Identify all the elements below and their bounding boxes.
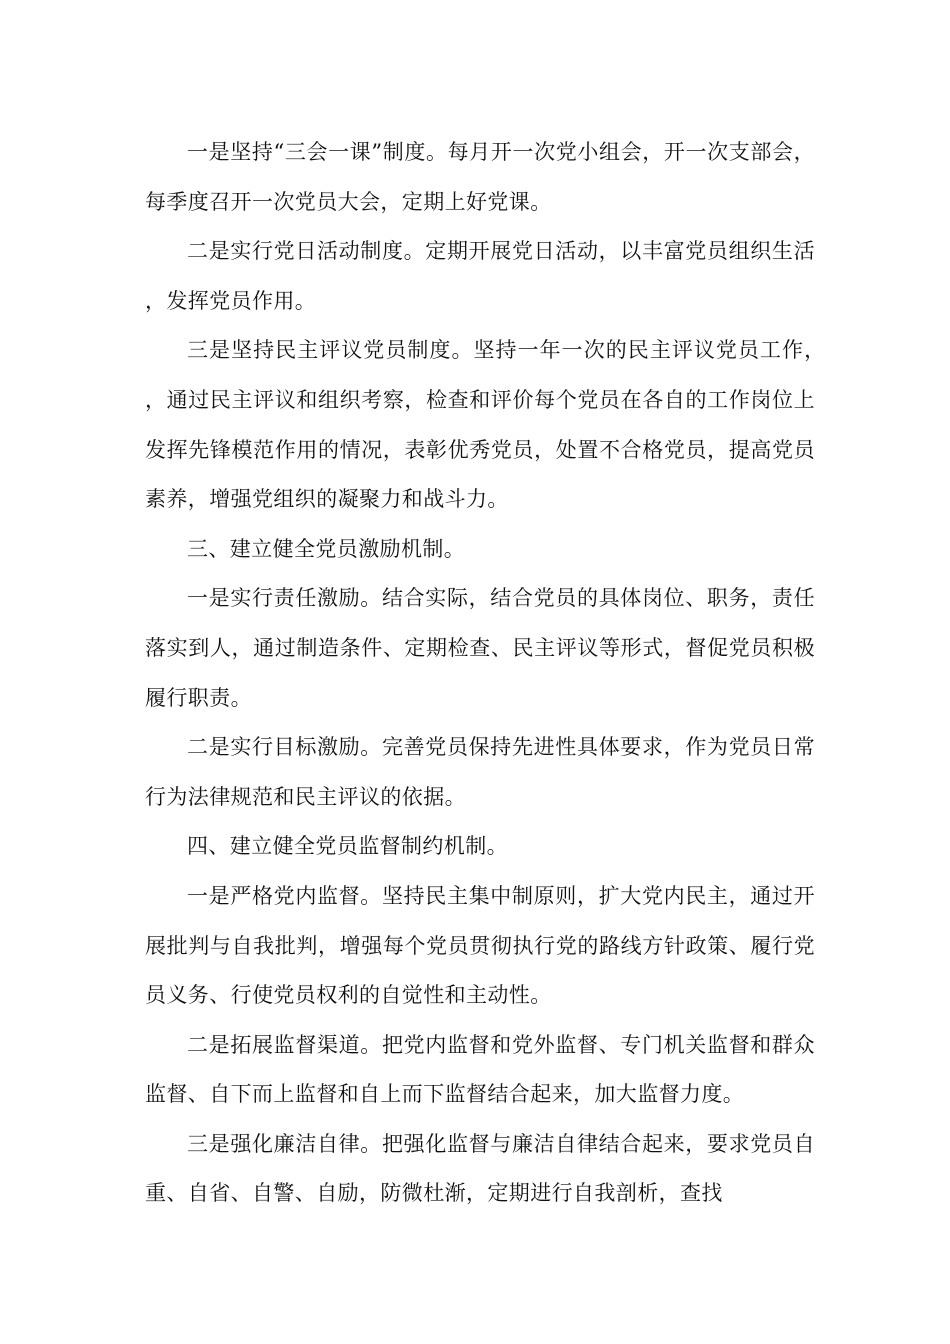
paragraph-party-day-activity: 二是实行党日活动制度。定期开展党日活动，以丰富党员组织生活，发挥党员作用。 [145,239,815,313]
paragraph-strict-internal-supervision: 一是严格党内监督。坚持民主集中制原则，扩大党内民主，通过开展批判与自我批判，增强每个党员贯彻执行党的路线方针政策、履行党员义务、行使党员权利的自觉性和主动性。 [145,883,815,1008]
section-heading-supervision-mechanism: 四、建立健全党员监督制约机制。 [187,834,508,859]
paragraph-responsibility-incentive: 一是实行责任激励。结合实际，结合党员的具体岗位、职务，责任落实到人，通过制造条件、定期检查、民主评议等形式，督促党员积极履行职责。 [145,586,815,710]
paragraph-three-meetings-one-lesson: 一是坚持“三会一课”制度。每月开一次党小组会，开一次支部会，每季度召开一次党员大会，定期上好党课。 [145,140,815,214]
section-heading-incentive-mechanism: 三、建立健全党员激励机制。 [187,536,466,561]
document-body [145,128,815,1219]
paragraph-expand-supervision-channels: 二是拓展监督渠道。把党内监督和党外监督、专门机关监督和群众监督、自下而上监督和自上而下监督结合起来，加大监督力度。 [145,1032,815,1107]
paragraph-integrity-self-discipline: 三是强化廉洁自律。把强化监督与廉洁自律结合起来，要求党员自重、自省、自警、自励，防微杜渐，定期进行自我剖析，查找 [145,1131,815,1206]
paragraph-democratic-evaluation: 三是坚持民主评议党员制度。坚持一年一次的民主评议党员工作，，通过民主评议和组织考察，检查和评价每个党员在各自的工作岗位上发挥先锋模范作用的情况，表彰优秀党员，处置不合格党员，提高党员素养，增强党组织的凝聚力和战斗力。 [145,338,815,512]
paragraph-goal-incentive: 二是实行目标激励。完善党员保持先进性具体要求，作为党员日常行为法律规范和民主评议的依据。 [145,735,815,809]
